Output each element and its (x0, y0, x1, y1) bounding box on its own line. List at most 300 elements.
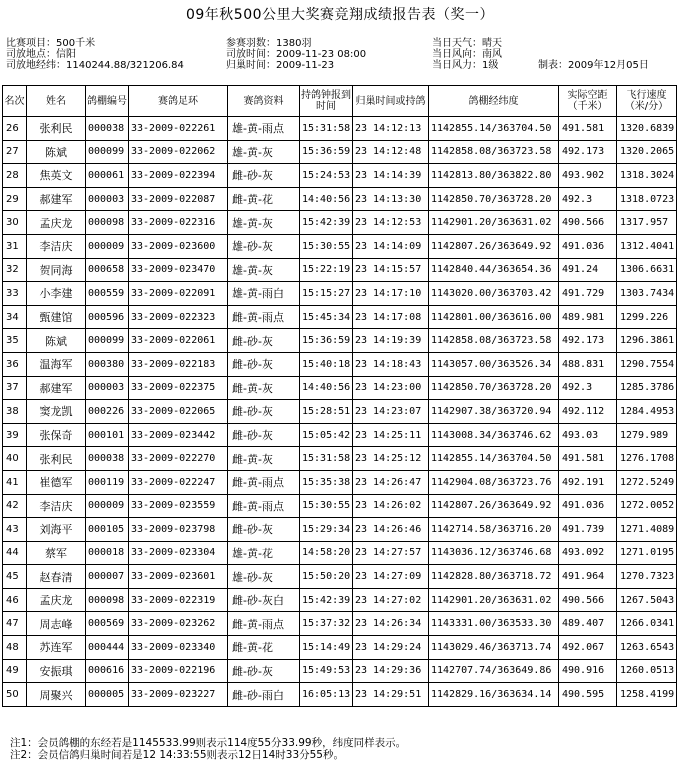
cell-clock-time: 15:50:20 (300, 565, 353, 589)
cell-speed: 1320.6839 (617, 117, 677, 141)
cell-pigeon-info: 雌-黄-灰 (228, 447, 300, 471)
cell-distance: 493.03 (559, 423, 617, 447)
col-header-speed: 飞行速度（米/分） (617, 86, 677, 117)
cell-loft-code: 000098 (86, 588, 129, 612)
cell-loft-code: 000003 (86, 187, 129, 211)
cell-name: 郝建军 (27, 376, 86, 400)
cell-distance: 491.729 (559, 282, 617, 306)
cell-rank: 46 (3, 588, 27, 612)
cell-loft-coords: 1142829.16/363634.14 (429, 683, 559, 707)
cell-clock-time: 15:36:59 (300, 329, 353, 353)
col-header-pigeon-info: 赛鸽资料 (228, 86, 300, 117)
cell-ring: 33-2009-022087 (129, 187, 228, 211)
cell-loft-code: 000559 (86, 282, 129, 306)
cell-clock-time: 16:05:13 (300, 683, 353, 707)
cell-return-time: 23 14:12:13 (353, 117, 429, 141)
cell-name: 小李建 (27, 282, 86, 306)
cell-return-time: 23 14:29:24 (353, 636, 429, 660)
cell-name: 蔡军 (27, 541, 86, 565)
cell-loft-code: 000596 (86, 305, 129, 329)
cell-ring: 33-2009-022319 (129, 588, 228, 612)
cell-loft-code: 000105 (86, 518, 129, 542)
table-row (3, 258, 677, 282)
cell-clock-time: 15:31:58 (300, 447, 353, 471)
cell-rank: 31 (3, 234, 27, 258)
cell-loft-coords: 1142901.20/363631.02 (429, 211, 559, 235)
cell-speed: 1285.3786 (617, 376, 677, 400)
cell-return-time: 23 14:25:11 (353, 423, 429, 447)
cell-clock-time: 14:40:56 (300, 376, 353, 400)
cell-name: 安振琪 (27, 659, 86, 683)
cell-speed: 1267.5043 (617, 588, 677, 612)
cell-distance: 492.112 (559, 400, 617, 424)
table-row (3, 187, 677, 211)
cell-loft-coords: 1142840.44/363654.36 (429, 258, 559, 282)
footnotes (10, 737, 406, 761)
cell-distance: 492.173 (559, 140, 617, 164)
cell-clock-time: 15:24:53 (300, 164, 353, 188)
cell-loft-code: 000444 (86, 636, 129, 660)
cell-clock-time: 15:05:42 (300, 423, 353, 447)
header-row (3, 86, 677, 117)
cell-speed: 1258.4199 (617, 683, 677, 707)
cell-pigeon-info: 雄-黄-雨点 (228, 117, 300, 141)
cell-loft-code: 000616 (86, 659, 129, 683)
cell-ring: 33-2009-022091 (129, 282, 228, 306)
release-coords: 司放地经纬：1140244.88/321206.84 (6, 60, 184, 71)
table-row (3, 494, 677, 518)
cell-return-time: 23 14:12:53 (353, 211, 429, 235)
cell-rank: 36 (3, 352, 27, 376)
cell-speed: 1303.7434 (617, 282, 677, 306)
cell-loft-coords: 1142850.70/363728.20 (429, 376, 559, 400)
table-row (3, 234, 677, 258)
cell-loft-coords: 1142707.74/363649.86 (429, 659, 559, 683)
cell-clock-time: 15:36:59 (300, 140, 353, 164)
cell-clock-time: 15:40:18 (300, 352, 353, 376)
cell-return-time: 23 14:23:00 (353, 376, 429, 400)
cell-rank: 33 (3, 282, 27, 306)
col-header-clock-time: 持鸽钟报到时间 (300, 86, 353, 117)
cell-return-time: 23 14:29:36 (353, 659, 429, 683)
cell-loft-code: 000101 (86, 423, 129, 447)
cell-rank: 50 (3, 683, 27, 707)
cell-speed: 1271.0195 (617, 541, 677, 565)
cell-distance: 493.092 (559, 541, 617, 565)
cell-pigeon-info: 雌-黄-雨点 (228, 612, 300, 636)
cell-name: 周聚兴 (27, 683, 86, 707)
cell-loft-code: 000658 (86, 258, 129, 282)
cell-return-time: 23 14:12:48 (353, 140, 429, 164)
cell-loft-coords: 1142858.08/363723.58 (429, 329, 559, 353)
cell-loft-coords: 1142714.58/363716.20 (429, 518, 559, 542)
cell-speed: 1318.3024 (617, 164, 677, 188)
cell-rank: 27 (3, 140, 27, 164)
footnote-1: 注1：会员鸽棚的东经若是1145533.99则表示114度55分33.99秒，纬度同样表示。 (10, 737, 407, 749)
cell-return-time: 23 14:29:51 (353, 683, 429, 707)
cell-clock-time: 14:40:56 (300, 187, 353, 211)
cell-distance: 491.24 (559, 258, 617, 282)
return-date: 归巢时间：2009-11-23 (226, 60, 335, 71)
cell-ring: 33-2009-022270 (129, 447, 228, 471)
cell-return-time: 23 14:17:08 (353, 305, 429, 329)
cell-return-time: 23 14:26:02 (353, 494, 429, 518)
race-info-col2 (226, 38, 366, 71)
cell-name: 张利民 (27, 447, 86, 471)
table-row (3, 518, 677, 542)
results-table (2, 85, 677, 707)
cell-return-time: 23 14:27:02 (353, 588, 429, 612)
cell-distance: 491.581 (559, 447, 617, 471)
cell-name: 贺同海 (27, 258, 86, 282)
col-header-name: 姓名 (27, 86, 86, 117)
cell-pigeon-info: 雌-砂-雨白 (228, 683, 300, 707)
cell-return-time: 23 14:26:47 (353, 470, 429, 494)
cell-loft-coords: 1143029.46/363713.74 (429, 636, 559, 660)
cell-loft-coords: 1142813.80/363822.80 (429, 164, 559, 188)
cell-pigeon-info: 雄-砂-灰 (228, 234, 300, 258)
cell-ring: 33-2009-022196 (129, 659, 228, 683)
table-row (3, 376, 677, 400)
cell-clock-time: 15:28:51 (300, 400, 353, 424)
cell-ring: 33-2009-022375 (129, 376, 228, 400)
cell-name: 陈斌 (27, 140, 86, 164)
table-row (3, 164, 677, 188)
weather: 当日天气：晴天 (432, 38, 502, 49)
cell-loft-code: 000099 (86, 329, 129, 353)
table-row (3, 541, 677, 565)
cell-ring: 33-2009-023470 (129, 258, 228, 282)
cell-name: 焦英文 (27, 164, 86, 188)
cell-rank: 29 (3, 187, 27, 211)
cell-loft-code: 000005 (86, 683, 129, 707)
cell-pigeon-info: 雌-砂-灰白 (228, 588, 300, 612)
release-location: 司放地点：信阳 (6, 49, 76, 60)
table-row (3, 588, 677, 612)
cell-name: 张保奇 (27, 423, 86, 447)
cell-ring: 33-2009-023798 (129, 518, 228, 542)
cell-loft-coords: 1142858.08/363723.58 (429, 140, 559, 164)
race-info-col1 (6, 38, 184, 71)
cell-distance: 492.067 (559, 636, 617, 660)
cell-clock-time: 15:45:34 (300, 305, 353, 329)
cell-distance: 491.964 (559, 565, 617, 589)
cell-ring: 33-2009-023600 (129, 234, 228, 258)
cell-name: 崔德军 (27, 470, 86, 494)
cell-pigeon-info: 雄-黄-灰 (228, 140, 300, 164)
cell-name: 陈斌 (27, 329, 86, 353)
cell-ring: 33-2009-023559 (129, 494, 228, 518)
cell-speed: 1272.5249 (617, 470, 677, 494)
cell-pigeon-info: 雌-砂-灰 (228, 518, 300, 542)
col-header-rank: 名次 (3, 86, 27, 117)
cell-return-time: 23 14:17:10 (353, 282, 429, 306)
cell-rank: 28 (3, 164, 27, 188)
cell-pigeon-info: 雄-黄-灰 (228, 258, 300, 282)
table-row (3, 140, 677, 164)
cell-return-time: 23 14:27:09 (353, 565, 429, 589)
cell-loft-code: 000018 (86, 541, 129, 565)
cell-loft-code: 000061 (86, 164, 129, 188)
cell-loft-coords: 1142855.14/363704.50 (429, 117, 559, 141)
cell-name: 苏连军 (27, 636, 86, 660)
cell-loft-code: 000098 (86, 211, 129, 235)
cell-pigeon-info: 雌-砂-灰 (228, 400, 300, 424)
cell-loft-code: 000569 (86, 612, 129, 636)
cell-speed: 1263.6543 (617, 636, 677, 660)
cell-return-time: 23 14:27:57 (353, 541, 429, 565)
cell-loft-code: 000380 (86, 352, 129, 376)
cell-return-time: 23 14:26:46 (353, 518, 429, 542)
cell-loft-coords: 1143036.12/363746.68 (429, 541, 559, 565)
cell-distance: 492.191 (559, 470, 617, 494)
table-row (3, 470, 677, 494)
cell-distance: 490.595 (559, 683, 617, 707)
cell-ring: 33-2009-022062 (129, 140, 228, 164)
footnote-2: 注2：会员信鸽归巢时间若是12 14:33:55则表示12日14时33分55秒。 (10, 749, 344, 761)
table-row (3, 659, 677, 683)
cell-speed: 1260.0513 (617, 659, 677, 683)
cell-rank: 35 (3, 329, 27, 353)
cell-ring: 33-2009-022316 (129, 211, 228, 235)
cell-distance: 489.981 (559, 305, 617, 329)
cell-pigeon-info: 雌-砂-灰 (228, 329, 300, 353)
cell-pigeon-info: 雄-黄-花 (228, 541, 300, 565)
cell-ring: 33-2009-022061 (129, 329, 228, 353)
cell-return-time: 23 14:18:43 (353, 352, 429, 376)
cell-loft-coords: 1142850.70/363728.20 (429, 187, 559, 211)
col-header-loft-code: 鸽棚编号 (86, 86, 129, 117)
cell-pigeon-info: 雌-砂-灰 (228, 164, 300, 188)
cell-rank: 26 (3, 117, 27, 141)
release-time: 司放时间：2009-11-23 08:00 (226, 49, 367, 60)
cell-return-time: 23 14:13:30 (353, 187, 429, 211)
cell-ring: 33-2009-023340 (129, 636, 228, 660)
cell-distance: 490.916 (559, 659, 617, 683)
cell-ring: 33-2009-022065 (129, 400, 228, 424)
cell-pigeon-info: 雌-砂-灰 (228, 659, 300, 683)
cell-distance: 488.831 (559, 352, 617, 376)
cell-return-time: 23 14:23:07 (353, 400, 429, 424)
table-row (3, 683, 677, 707)
wind-direction: 当日风向：南风 (432, 49, 502, 60)
cell-rank: 41 (3, 470, 27, 494)
cell-ring: 33-2009-023227 (129, 683, 228, 707)
cell-speed: 1299.226 (617, 305, 677, 329)
cell-return-time: 23 14:25:12 (353, 447, 429, 471)
table-row (3, 612, 677, 636)
table-row (3, 423, 677, 447)
cell-loft-coords: 1142855.14/363704.50 (429, 447, 559, 471)
cell-loft-coords: 1142807.26/363649.92 (429, 494, 559, 518)
cell-loft-coords: 1142907.38/363720.94 (429, 400, 559, 424)
cell-name: 周志峰 (27, 612, 86, 636)
cell-distance: 490.566 (559, 588, 617, 612)
cell-speed: 1284.4953 (617, 400, 677, 424)
race-event: 比赛项目：500千米 (6, 38, 96, 49)
cell-clock-time: 15:30:55 (300, 234, 353, 258)
cell-loft-coords: 1142801.00/363616.00 (429, 305, 559, 329)
cell-pigeon-info: 雌-黄-雨点 (228, 305, 300, 329)
cell-distance: 491.739 (559, 518, 617, 542)
cell-rank: 32 (3, 258, 27, 282)
made-date: 制表：2009年12月05日 (538, 60, 649, 71)
cell-loft-coords: 1143057.00/363526.34 (429, 352, 559, 376)
cell-loft-coords: 1143008.34/363746.62 (429, 423, 559, 447)
cell-clock-time: 15:14:49 (300, 636, 353, 660)
cell-speed: 1290.7554 (617, 352, 677, 376)
cell-ring: 33-2009-023601 (129, 565, 228, 589)
cell-speed: 1318.0723 (617, 187, 677, 211)
cell-speed: 1312.4041 (617, 234, 677, 258)
cell-distance: 491.581 (559, 117, 617, 141)
cell-name: 孟庆龙 (27, 588, 86, 612)
cell-name: 赵春清 (27, 565, 86, 589)
cell-rank: 45 (3, 565, 27, 589)
table-row (3, 352, 677, 376)
cell-rank: 39 (3, 423, 27, 447)
col-header-ring: 赛鸽足环 (129, 86, 228, 117)
cell-pigeon-info: 雌-黄-花 (228, 636, 300, 660)
wind-force: 当日风力：1级 (432, 60, 499, 71)
cell-name: 温海军 (27, 352, 86, 376)
cell-loft-code: 000007 (86, 565, 129, 589)
cell-ring: 33-2009-022261 (129, 117, 228, 141)
cell-rank: 42 (3, 494, 27, 518)
cell-name: 甄建馆 (27, 305, 86, 329)
cell-speed: 1271.4089 (617, 518, 677, 542)
cell-ring: 33-2009-022247 (129, 470, 228, 494)
cell-name: 孟庆龙 (27, 211, 86, 235)
cell-name: 李洁庆 (27, 494, 86, 518)
cell-ring: 33-2009-023442 (129, 423, 228, 447)
cell-loft-code: 000119 (86, 470, 129, 494)
cell-clock-time: 15:35:38 (300, 470, 353, 494)
cell-clock-time: 15:42:39 (300, 588, 353, 612)
cell-ring: 33-2009-022394 (129, 164, 228, 188)
cell-pigeon-info: 雌-黄-灰 (228, 376, 300, 400)
cell-name: 窦龙凯 (27, 400, 86, 424)
cell-speed: 1266.0341 (617, 612, 677, 636)
cell-speed: 1306.6631 (617, 258, 677, 282)
cell-return-time: 23 14:19:39 (353, 329, 429, 353)
cell-clock-time: 15:42:39 (300, 211, 353, 235)
cell-rank: 38 (3, 400, 27, 424)
cell-rank: 43 (3, 518, 27, 542)
cell-distance: 493.902 (559, 164, 617, 188)
cell-pigeon-info: 雌-砂-灰 (228, 423, 300, 447)
cell-loft-code: 000226 (86, 400, 129, 424)
cell-ring: 33-2009-023262 (129, 612, 228, 636)
cell-distance: 489.407 (559, 612, 617, 636)
cell-loft-coords: 1142901.20/363631.02 (429, 588, 559, 612)
cell-speed: 1270.7323 (617, 565, 677, 589)
table-row (3, 447, 677, 471)
cell-loft-code: 000009 (86, 494, 129, 518)
col-header-loft-coords: 鸽棚经纬度 (429, 86, 559, 117)
cell-pigeon-info: 雄-黄-雨白 (228, 282, 300, 306)
cell-speed: 1320.2065 (617, 140, 677, 164)
cell-rank: 30 (3, 211, 27, 235)
cell-speed: 1317.957 (617, 211, 677, 235)
cell-speed: 1276.1708 (617, 447, 677, 471)
cell-speed: 1279.989 (617, 423, 677, 447)
table-row (3, 282, 677, 306)
cell-name: 张利民 (27, 117, 86, 141)
cell-loft-coords: 1142904.08/363723.76 (429, 470, 559, 494)
cell-loft-code: 000009 (86, 234, 129, 258)
cell-pigeon-info: 雌-黄-雨点 (228, 494, 300, 518)
cell-ring: 33-2009-022323 (129, 305, 228, 329)
cell-speed: 1296.3861 (617, 329, 677, 353)
cell-loft-coords: 1142828.80/363718.72 (429, 565, 559, 589)
cell-loft-coords: 1143331.00/363533.30 (429, 612, 559, 636)
cell-rank: 48 (3, 636, 27, 660)
cell-clock-time: 15:49:53 (300, 659, 353, 683)
cell-rank: 49 (3, 659, 27, 683)
cell-pigeon-info: 雌-砂-灰 (228, 352, 300, 376)
col-header-return-time: 归巢时间或持鸽 (353, 86, 429, 117)
cell-rank: 34 (3, 305, 27, 329)
entry-count: 参赛羽数：1380羽 (226, 38, 312, 49)
cell-clock-time: 15:31:58 (300, 117, 353, 141)
cell-distance: 491.036 (559, 234, 617, 258)
cell-name: 郝建军 (27, 187, 86, 211)
cell-rank: 40 (3, 447, 27, 471)
table-row (3, 565, 677, 589)
cell-rank: 44 (3, 541, 27, 565)
cell-pigeon-info: 雄-砂-灰 (228, 565, 300, 589)
cell-rank: 37 (3, 376, 27, 400)
col-header-distance: 实际空距（千米） (559, 86, 617, 117)
cell-distance: 492.3 (559, 376, 617, 400)
cell-loft-code: 000038 (86, 447, 129, 471)
cell-distance: 490.566 (559, 211, 617, 235)
cell-distance: 491.036 (559, 494, 617, 518)
cell-pigeon-info: 雌-黄-花 (228, 187, 300, 211)
cell-clock-time: 15:37:32 (300, 612, 353, 636)
cell-clock-time: 15:30:55 (300, 494, 353, 518)
cell-pigeon-info: 雄-黄-灰 (228, 211, 300, 235)
cell-name: 李洁庆 (27, 234, 86, 258)
table-row (3, 329, 677, 353)
cell-clock-time: 15:29:34 (300, 518, 353, 542)
cell-return-time: 23 14:14:39 (353, 164, 429, 188)
cell-ring: 33-2009-022183 (129, 352, 228, 376)
cell-loft-coords: 1143020.00/363703.42 (429, 282, 559, 306)
table-row (3, 305, 677, 329)
cell-clock-time: 14:58:20 (300, 541, 353, 565)
race-info-col3 (432, 38, 502, 71)
cell-rank: 47 (3, 612, 27, 636)
cell-distance: 492.173 (559, 329, 617, 353)
cell-clock-time: 15:22:19 (300, 258, 353, 282)
cell-return-time: 23 14:15:57 (353, 258, 429, 282)
table-row (3, 636, 677, 660)
table-row (3, 117, 677, 141)
cell-distance: 492.3 (559, 187, 617, 211)
cell-loft-coords: 1142807.26/363649.92 (429, 234, 559, 258)
cell-clock-time: 15:15:27 (300, 282, 353, 306)
cell-loft-code: 000099 (86, 140, 129, 164)
report-title: 09年秋500公里大奖赛竞翔成绩报告表（奖一） (185, 7, 495, 23)
cell-ring: 33-2009-023304 (129, 541, 228, 565)
table-row (3, 400, 677, 424)
cell-return-time: 23 14:26:34 (353, 612, 429, 636)
cell-loft-code: 000003 (86, 376, 129, 400)
cell-pigeon-info: 雌-黄-雨点 (228, 470, 300, 494)
cell-name: 刘海平 (27, 518, 86, 542)
